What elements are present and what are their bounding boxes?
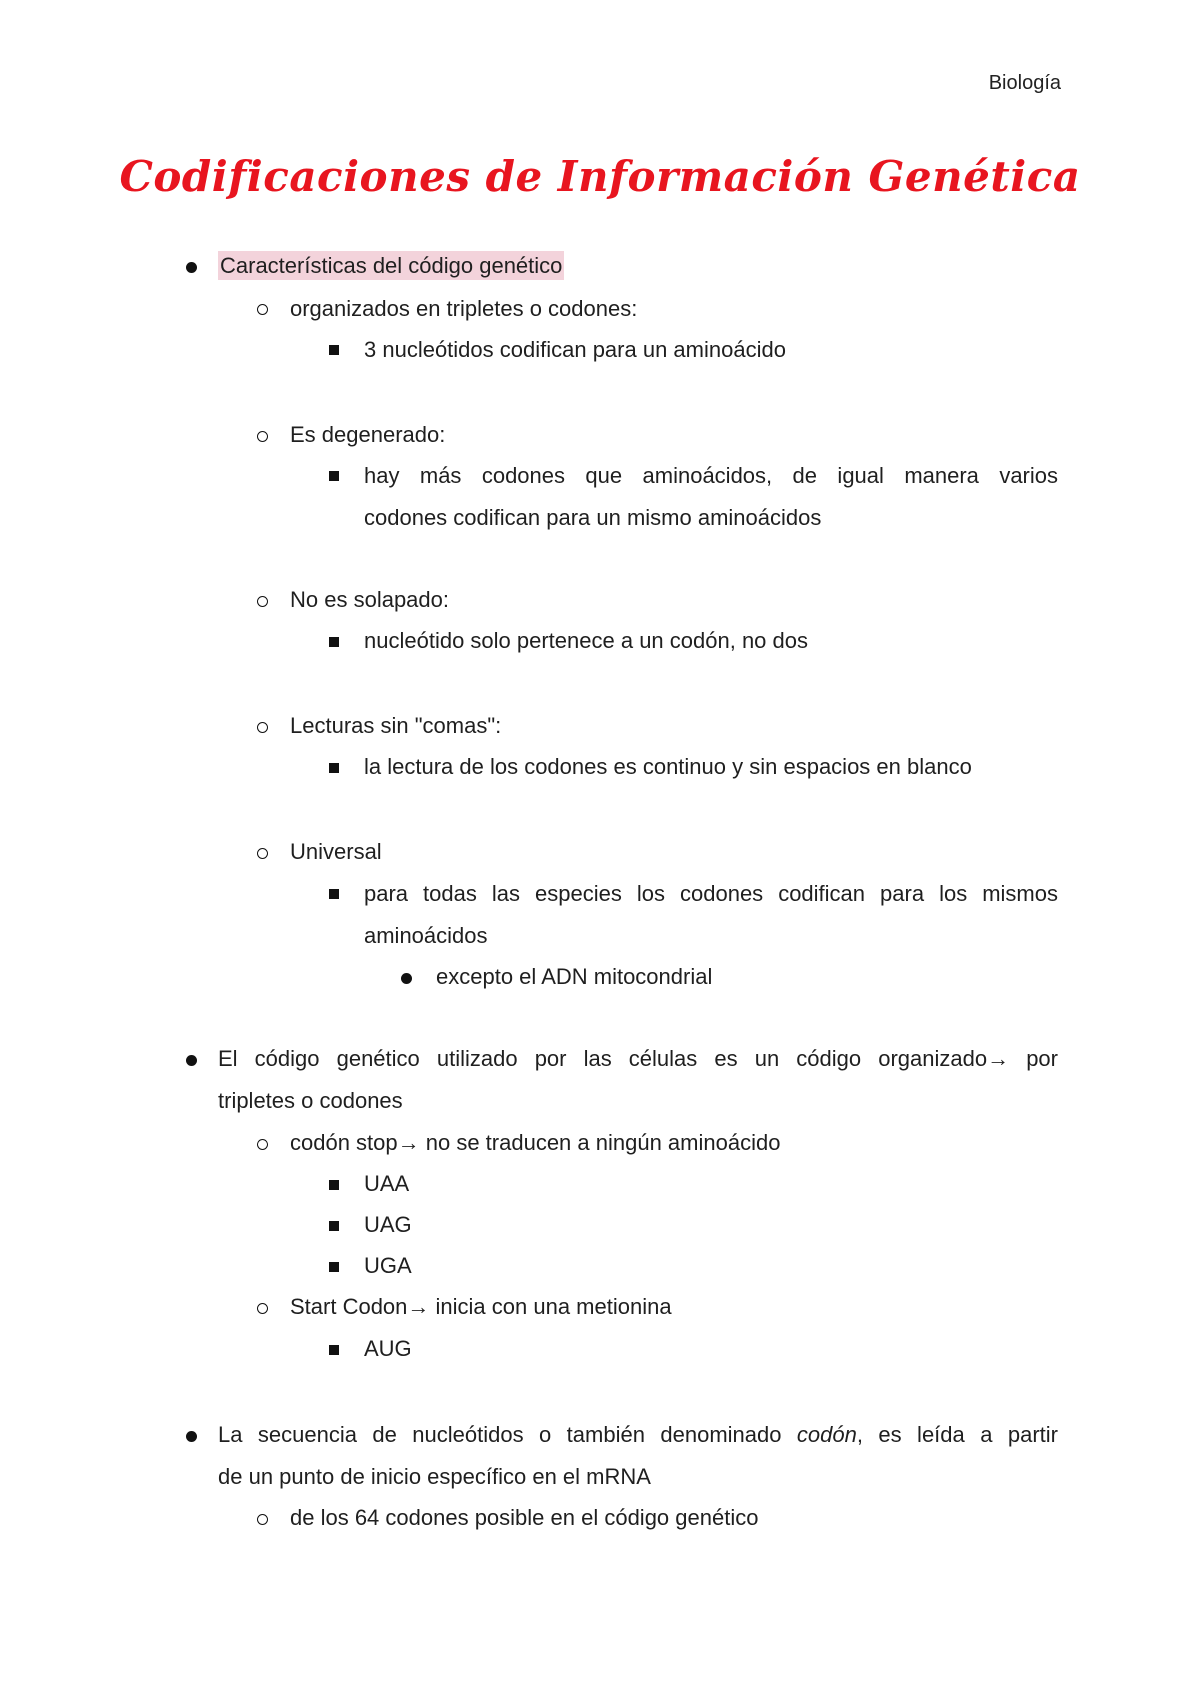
bullet-square-icon [329, 889, 339, 899]
list-item: Start Codon→ inicia con una metionina [290, 1294, 672, 1319]
list-item-detail: UAG [364, 1212, 412, 1237]
bullet-square-icon [329, 471, 339, 481]
bullet-dot-icon [186, 1431, 197, 1442]
page-header: Biología [988, 72, 1061, 94]
section-heading: El código genético utilizado por las células es un código organizado→ por [218, 1046, 1058, 1071]
bullet-square-icon [329, 1221, 339, 1231]
list-item-detail: 3 nucleótidos codifican para un aminoácido [364, 337, 786, 362]
bullet-circle-icon [257, 722, 268, 733]
bullet-circle-icon [257, 431, 268, 442]
section-heading [218, 252, 564, 280]
bullet-circle-icon [257, 1514, 268, 1525]
section-heading: tripletes o codones [218, 1088, 403, 1113]
list-item-detail: codones codifican para un mismo aminoácidos [364, 505, 822, 530]
bullet-circle-icon [257, 848, 268, 859]
bullet-circle-icon [257, 1139, 268, 1150]
section-heading [218, 1421, 1058, 1449]
list-item: Lecturas sin "comas": [290, 713, 502, 738]
list-item: No es solapado: [290, 587, 449, 612]
bullet-circle-icon [257, 596, 268, 607]
page-title: Codificaciones de Información Genética [119, 152, 1081, 201]
heading-italic-term: codón [796, 1422, 857, 1447]
section-heading: de un punto de inicio específico en el mRNA [218, 1464, 651, 1489]
list-item-detail: para todas las especies los codones codifican para los mismos [364, 881, 1058, 906]
list-item-detail: hay más codones que aminoácidos, de igual manera varios [364, 463, 1058, 488]
list-item: Universal [290, 839, 382, 864]
bullet-square-icon [329, 345, 339, 355]
list-item: codón stop→ no se traducen a ningún aminoácido [290, 1130, 781, 1155]
list-item: de los 64 codones posible en el código genético [290, 1505, 759, 1530]
list-item-detail: nucleótido solo pertenece a un codón, no dos [364, 628, 808, 653]
bullet-circle-icon [257, 1303, 268, 1314]
bullet-circle-icon [257, 304, 268, 315]
list-item: Es degenerado: [290, 422, 446, 447]
list-item: organizados en tripletes o codones: [290, 296, 638, 321]
bullet-square-icon [329, 1262, 339, 1272]
bullet-dot-icon [186, 1055, 197, 1066]
bullet-square-icon [329, 637, 339, 647]
list-item-subdetail: excepto el ADN mitocondrial [436, 964, 713, 989]
bullet-square-icon [329, 763, 339, 773]
heading-text: , es leída a partir [856, 1422, 1058, 1447]
list-item-detail: AUG [364, 1336, 412, 1361]
bullet-square-icon [329, 1180, 339, 1190]
list-item-detail: UGA [364, 1253, 412, 1278]
heading-text: La secuencia de nucleótidos o también denominado [218, 1422, 797, 1447]
bullet-dot-icon [186, 262, 197, 273]
list-item-detail: la lectura de los codones es continuo y sin espacios en blanco [364, 754, 972, 779]
bullet-dot-icon [401, 973, 412, 984]
bullet-square-icon [329, 1345, 339, 1355]
list-item-detail: aminoácidos [364, 923, 488, 948]
highlighted-heading: Características del código genético [220, 253, 563, 278]
list-item-detail: UAA [364, 1171, 410, 1196]
